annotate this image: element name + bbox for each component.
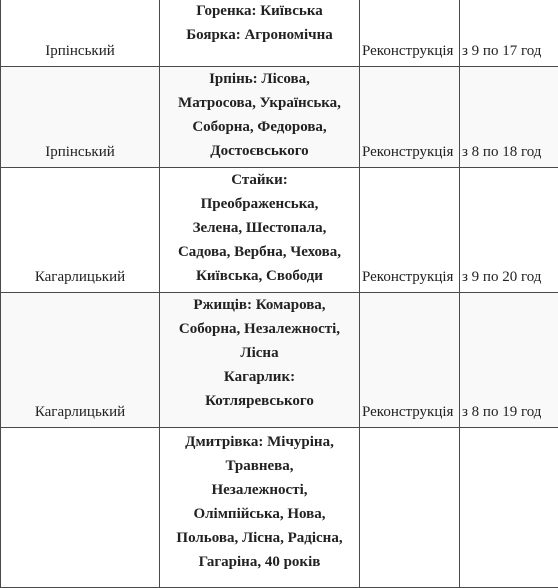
address-line: Ржищів: Комарова, (162, 293, 357, 317)
work-type-cell: Реконструкція (360, 293, 460, 428)
time-period-cell: з 9 по 20 год (460, 168, 558, 293)
address-line: Польова, Лісна, Радісна, (162, 526, 357, 550)
address-line: Соборна, Федорова, (162, 115, 357, 139)
work-type-cell: Реконструкція (360, 67, 460, 168)
address-line: Гагаріна, 40 років (162, 550, 357, 574)
district-cell: Кагарлицький (1, 168, 160, 293)
work-type-cell: Реконструкція (360, 168, 460, 293)
address-line: Стайки: (162, 168, 357, 192)
time-period-cell (460, 428, 558, 588)
address-cell (160, 428, 360, 588)
work-type-cell (360, 428, 460, 588)
work-type-cell: Реконструкція (360, 0, 460, 67)
district-cell: Ірпінський (1, 0, 160, 67)
time-period-cell: з 9 по 17 год (460, 0, 558, 67)
address-line: Кагарлик: (162, 365, 357, 389)
table-row (1, 293, 558, 428)
address-line: Горенка: Київська (162, 0, 357, 23)
address-line: Олімпійська, Нова, (162, 502, 357, 526)
address-line: Преображенська, (162, 192, 357, 216)
address-line: Соборна, Незалежності, (162, 317, 357, 341)
address-line: Київська, Свободи (162, 264, 357, 288)
address-line: Садова, Вербна, Чехова, (162, 240, 357, 264)
address-line: Достоєвського (162, 139, 357, 163)
address-cell (160, 293, 360, 428)
address-line: Ірпінь: Лісова, (162, 67, 357, 91)
table-row (1, 168, 558, 293)
time-period-cell: з 8 по 19 год (460, 293, 558, 428)
district-cell: Ірпінський (1, 67, 160, 168)
address-line: Боярка: Агрономічна (162, 23, 357, 47)
address-line: Дмитрівка: Мічуріна, (162, 430, 357, 454)
time-period-cell: з 8 по 18 год (460, 67, 558, 168)
address-cell (160, 168, 360, 293)
district-cell (1, 428, 160, 588)
address-cell (160, 67, 360, 168)
district-cell: Кагарлицький (1, 293, 160, 428)
address-line: Незалежності, (162, 478, 357, 502)
address-line: Котляревського (162, 389, 357, 413)
address-line: Матросова, Українська, (162, 91, 357, 115)
address-cell (160, 0, 360, 67)
table-row (1, 67, 558, 168)
table-row (1, 428, 558, 588)
address-line: Зелена, Шестопала, (162, 216, 357, 240)
address-line: Лісна (162, 341, 357, 365)
address-line: Травнева, (162, 454, 357, 478)
table-row (1, 0, 558, 67)
